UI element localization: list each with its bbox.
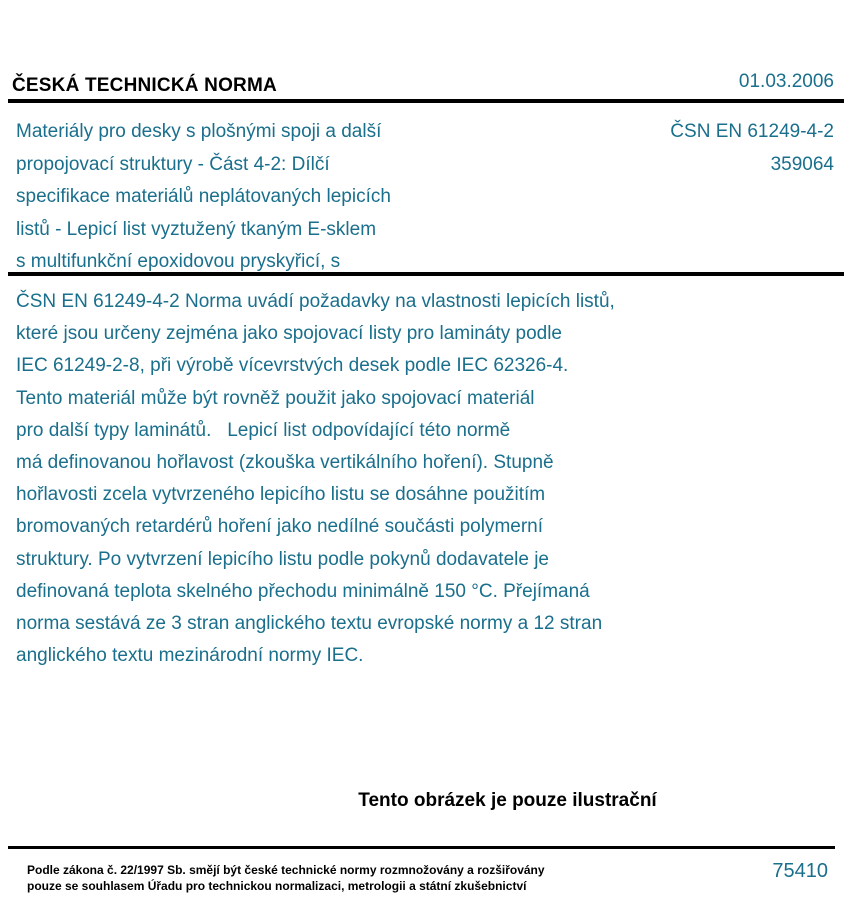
abstract-line: definovaná teplota skelného přechodu minimálně 150 °C. Přejímaná xyxy=(16,580,590,602)
class-number: 359064 xyxy=(770,153,834,175)
abstract xyxy=(16,286,716,672)
abstract-line: bromovaných retardérů hoření jako nedílné součásti polymerní xyxy=(16,516,544,538)
catalog-number: 75410 xyxy=(772,860,828,882)
title-line: s multifunkční epoxidovou pryskyřicí, s xyxy=(16,251,341,272)
footer-rule xyxy=(8,846,835,849)
abstract-line: ČSN EN 61249-4-2 Norma uvádí požadavky na vlastnosti lepicích listů, xyxy=(16,291,615,312)
abstract-line: norma sestává ze 3 stran anglického textu evropské normy a 12 stran xyxy=(16,613,603,635)
abstract-line: pro další typy laminátů. Lepicí list odpovídající této normě xyxy=(16,419,511,441)
abstract-line: má definovanou hořlavost (zkouška vertikálního hoření). Stupně xyxy=(16,452,554,474)
title-rule xyxy=(8,272,844,276)
abstract-line: Tento materiál může být rovněž použit jako spojovací materiál xyxy=(16,387,535,409)
copyright-line: Podle zákona č. 22/1997 Sb. smějí být české technické normy rozmnožovány a rozšiřovány xyxy=(27,863,545,877)
publication-date: 01.03.2006 xyxy=(738,71,834,92)
copyright-notice xyxy=(27,862,545,894)
abstract-line: IEC 61249-2-8, při výrobě vícevrstvých desek podle IEC 62326-4. xyxy=(16,355,569,377)
title-line: specifikace materiálů neplátovaných lepicích xyxy=(16,186,391,207)
norm-code: ČSN EN 61249-4-2 xyxy=(670,121,834,142)
title-line: propojovací struktury - Část 4-2: Dílčí xyxy=(16,153,330,175)
title-line: listů - Lepicí list vyztužený tkaným E-sklem xyxy=(16,218,377,240)
abstract-line: které jsou určeny zejména jako spojovací listy pro lamináty podle xyxy=(16,323,562,345)
abstract-line: anglického textu mezinárodní normy IEC. xyxy=(16,645,364,667)
header-rule xyxy=(8,99,844,103)
title-line: Materiály pro desky s plošnými spoji a další xyxy=(16,121,382,142)
page-header-title: ČESKÁ TECHNICKÁ NORMA xyxy=(12,75,277,96)
norm-identifier xyxy=(670,116,834,181)
illustration-notice: Tento obrázek je pouze ilustrační xyxy=(358,790,657,811)
abstract-line: struktury. Po vytvrzení lepicího listu podle pokynů dodavatele je xyxy=(16,548,549,570)
copyright-line: pouze se souhlasem Úřadu pro technickou normalizaci, metrologii a státní zkušebnictví xyxy=(27,879,527,893)
document-title xyxy=(16,116,456,279)
abstract-line: hořlavosti zcela vytvrzeného lepicího listu se dosáhne použitím xyxy=(16,484,546,506)
